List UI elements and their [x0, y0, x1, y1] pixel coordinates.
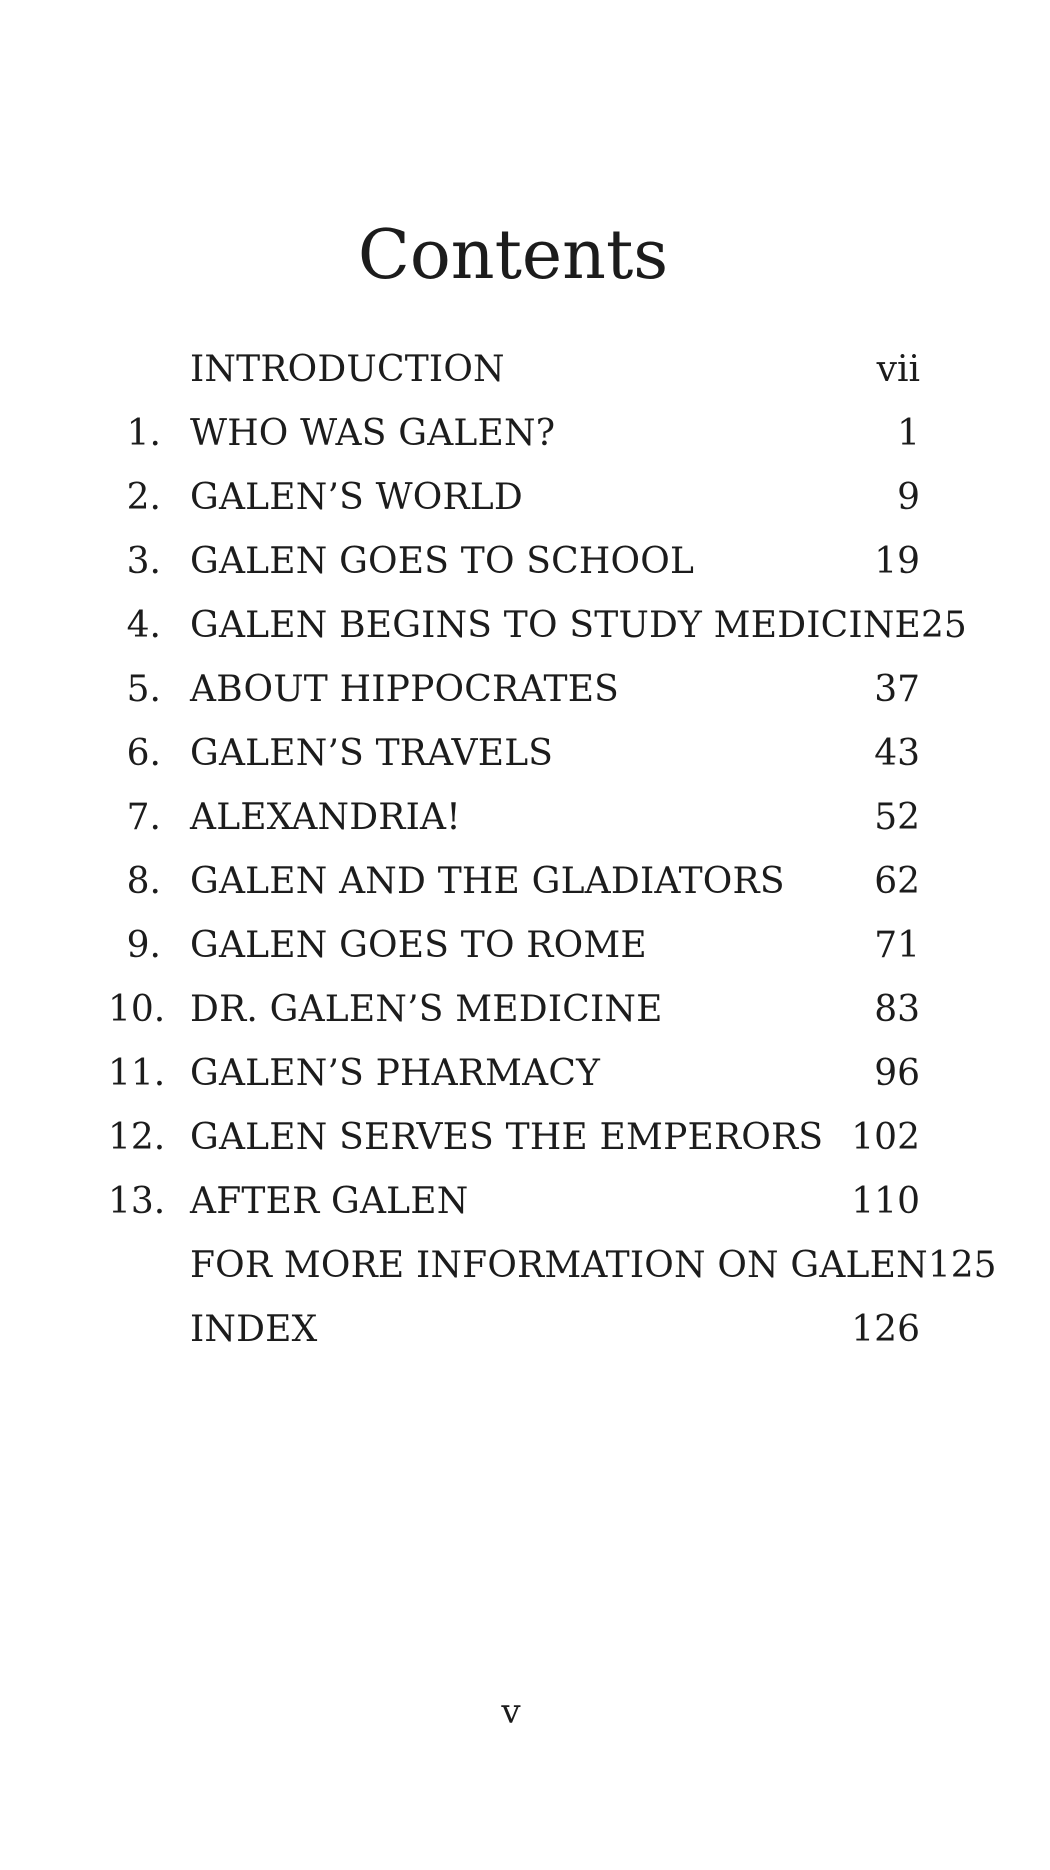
chapter-title: GALEN AND THE GLADIATORS	[190, 861, 785, 902]
toc-row	[108, 1181, 920, 1222]
chapter-title: GALEN SERVES THE EMPERORS	[190, 1117, 824, 1158]
chapter-page-number: 126	[851, 1309, 920, 1350]
chapter-page-number: 52	[874, 797, 920, 838]
toc-row	[108, 349, 920, 390]
toc-row	[108, 925, 920, 966]
chapter-page-number: 83	[874, 989, 920, 1030]
toc-row	[108, 733, 920, 774]
toc-row	[108, 1245, 997, 1286]
chapter-title: AFTER GALEN	[190, 1181, 469, 1222]
contents-page	[0, 216, 1050, 1870]
chapter-page-number: vii	[876, 349, 920, 390]
chapter-title: ABOUT HIPPOCRATES	[190, 669, 620, 710]
toc-row	[108, 797, 920, 838]
chapter-page-number: 9	[897, 477, 920, 518]
chapter-number: 8.	[126, 861, 161, 902]
chapter-title: GALEN’S TRAVELS	[190, 733, 554, 774]
toc-row	[108, 413, 920, 454]
chapter-title: GALEN’S PHARMACY	[190, 1053, 601, 1094]
toc-row	[108, 605, 967, 646]
toc-row	[108, 1053, 920, 1094]
book-page	[0, 216, 1050, 1870]
chapter-title: GALEN GOES TO SCHOOL	[190, 541, 695, 582]
toc-list	[108, 349, 997, 1350]
chapter-title: FOR MORE INFORMATION ON GALEN	[190, 1245, 928, 1286]
chapter-page-number: 37	[874, 669, 920, 710]
chapter-number: 7.	[126, 797, 161, 838]
chapter-number: 4.	[126, 605, 161, 646]
chapter-title: GALEN’S WORLD	[190, 477, 523, 518]
chapter-number: 3.	[126, 541, 161, 582]
chapter-number: 2.	[126, 477, 161, 518]
chapter-page-number: 102	[851, 1117, 920, 1158]
toc-row	[108, 1117, 920, 1158]
chapter-number: 10.	[108, 989, 166, 1030]
chapter-number: 9.	[126, 925, 161, 966]
chapter-page-number: 1	[897, 413, 920, 454]
folio-page-number: v	[501, 1692, 521, 1732]
toc-row	[108, 541, 920, 582]
chapter-number: 11.	[108, 1053, 166, 1094]
page-title: Contents	[357, 216, 669, 295]
chapter-page-number: 25	[921, 605, 967, 646]
chapter-number: 6.	[126, 733, 161, 774]
chapter-number: 13.	[108, 1181, 166, 1222]
chapter-title: ALEXANDRIA!	[190, 797, 461, 838]
chapter-title: WHO WAS GALEN?	[190, 413, 556, 454]
chapter-title: INDEX	[190, 1309, 318, 1350]
chapter-number: 1.	[126, 413, 161, 454]
chapter-title: GALEN BEGINS TO STUDY MEDICINE	[190, 605, 922, 646]
chapter-page-number: 71	[874, 925, 920, 966]
toc-row	[108, 669, 920, 710]
chapter-page-number: 43	[874, 733, 920, 774]
chapter-page-number: 62	[874, 861, 920, 902]
toc-row	[108, 1309, 920, 1350]
toc-row	[108, 861, 920, 902]
chapter-title: DR. GALEN’S MEDICINE	[190, 989, 663, 1030]
chapter-title: INTRODUCTION	[190, 349, 505, 390]
chapter-title: GALEN GOES TO ROME	[190, 925, 647, 966]
chapter-page-number: 110	[851, 1181, 920, 1222]
chapter-page-number: 19	[874, 541, 920, 582]
chapter-page-number: 125	[927, 1245, 997, 1286]
toc-row	[108, 989, 920, 1030]
chapter-page-number: 96	[874, 1053, 920, 1094]
chapter-number: 12.	[108, 1117, 166, 1158]
chapter-number: 5.	[126, 669, 161, 710]
toc-row	[108, 477, 920, 518]
